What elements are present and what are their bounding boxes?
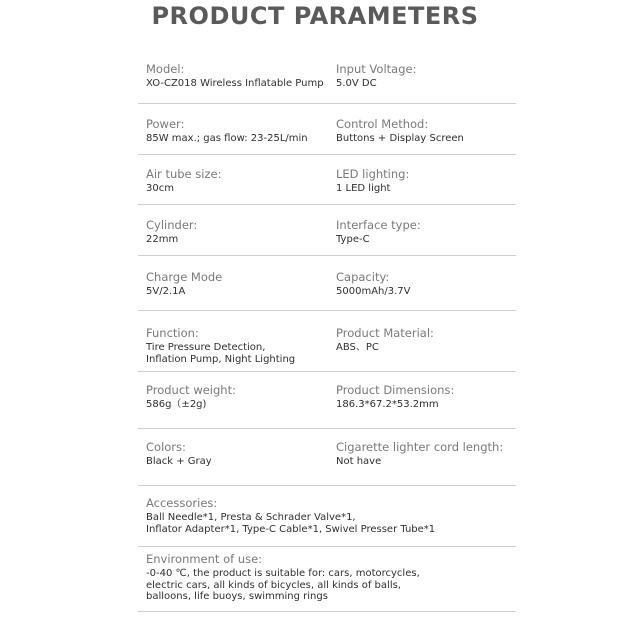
param-label: Charge Mode — [146, 270, 223, 284]
param-right-6 — [336, 383, 454, 411]
param-value — [336, 342, 434, 354]
param-value — [146, 183, 221, 195]
param-value-line: balloons, life buoys, swimming rings — [146, 591, 328, 602]
param-value-line: 1 LED light — [336, 183, 391, 194]
param-label: Cigarette lighter cord length: — [336, 440, 504, 454]
param-row — [138, 552, 516, 612]
param-value — [336, 78, 416, 90]
param-value-line: 85W max.; gas flow: 23-25L/min — [146, 133, 308, 144]
param-value-line: 30cm — [146, 183, 174, 194]
param-right-7 — [336, 440, 503, 468]
param-value — [336, 183, 409, 195]
param-value — [336, 456, 503, 468]
param-value-line: Not have — [336, 456, 382, 467]
param-label: Environment of use: — [146, 552, 263, 566]
param-value-line: Inflation Pump, Night Lighting — [146, 353, 296, 365]
param-value — [146, 568, 516, 603]
param-left-0 — [146, 62, 324, 90]
param-value-line: 5.0V DC — [336, 78, 377, 89]
param-value-line: Ball Needle*1, Presta & Schrader Valve*1, — [146, 512, 356, 523]
param-value — [336, 286, 410, 298]
param-label: Input Voltage: — [336, 62, 417, 76]
param-value — [146, 234, 197, 246]
page-title: PRODUCT PARAMETERS — [151, 2, 479, 30]
param-left-2 — [146, 167, 221, 195]
param-value-line: ABS、PC — [336, 342, 379, 353]
param-value-line: XO-CZ018 Wireless Inflatable Pump — [146, 78, 324, 89]
param-row — [138, 440, 516, 486]
param-label: Air tube size: — [146, 167, 222, 181]
param-value-line: Buttons + Display Screen — [336, 133, 464, 144]
param-row — [138, 383, 516, 429]
param-left-3 — [146, 218, 197, 246]
param-right-4 — [336, 270, 410, 298]
param-label: Interface type: — [336, 218, 421, 232]
param-label: Product weight: — [146, 383, 236, 397]
param-value-line: 22mm — [146, 234, 179, 245]
param-value-line: 5000mAh/3.7V — [336, 286, 411, 297]
param-label: Cylinder: — [146, 218, 198, 232]
param-value — [336, 234, 421, 246]
param-row — [138, 326, 516, 372]
param-row — [138, 167, 516, 205]
param-label: Control Method: — [336, 117, 429, 131]
param-value — [146, 78, 324, 90]
param-right-3 — [336, 218, 421, 246]
param-value-line: Black + Gray — [146, 456, 212, 467]
param-value-line: Tire Pressure Detection, — [146, 342, 266, 353]
param-value-line: Type-C — [336, 234, 370, 245]
param-label: Model: — [146, 62, 185, 76]
param-value — [146, 286, 222, 298]
param-value — [146, 456, 212, 468]
param-left-4 — [146, 270, 222, 298]
param-value — [146, 512, 516, 535]
param-value-line: -0-40 ℃, the product is suitable for: cars, motorcycles, — [146, 568, 420, 579]
param-full-9 — [146, 552, 516, 603]
param-right-1 — [336, 117, 464, 145]
param-full-8 — [146, 496, 516, 535]
param-value-line: 586g（±2g) — [146, 399, 207, 410]
param-value-line: Inflator Adapter*1, Type-C Cable*1, Swivel Presser Tube*1 — [146, 523, 436, 535]
param-label: Product Dimensions: — [336, 383, 455, 397]
param-row — [138, 62, 516, 104]
param-row — [138, 496, 516, 547]
param-left-5 — [146, 326, 295, 365]
param-value-line: 186.3*67.2*53.2mm — [336, 399, 439, 410]
param-label: LED lighting: — [336, 167, 410, 181]
param-value — [146, 133, 308, 145]
param-label: Accessories: — [146, 496, 218, 510]
param-left-7 — [146, 440, 212, 468]
param-left-1 — [146, 117, 308, 145]
param-value — [336, 133, 464, 145]
param-value-line: electric cars, all kinds of bicycles, all kinds of balls, — [146, 579, 401, 591]
param-label: Colors: — [146, 440, 186, 454]
param-value — [336, 399, 454, 411]
param-row — [138, 117, 516, 155]
param-value-line: 5V/2.1A — [146, 286, 186, 297]
param-right-2 — [336, 167, 409, 195]
param-label: Product Material: — [336, 326, 434, 340]
param-row — [138, 218, 516, 256]
param-label: Capacity: — [336, 270, 390, 284]
param-value — [146, 342, 295, 365]
param-label: Power: — [146, 117, 185, 131]
param-label: Function: — [146, 326, 199, 340]
param-right-5 — [336, 326, 434, 354]
param-value — [146, 399, 236, 411]
param-row — [138, 270, 516, 311]
param-left-6 — [146, 383, 236, 411]
param-right-0 — [336, 62, 416, 90]
